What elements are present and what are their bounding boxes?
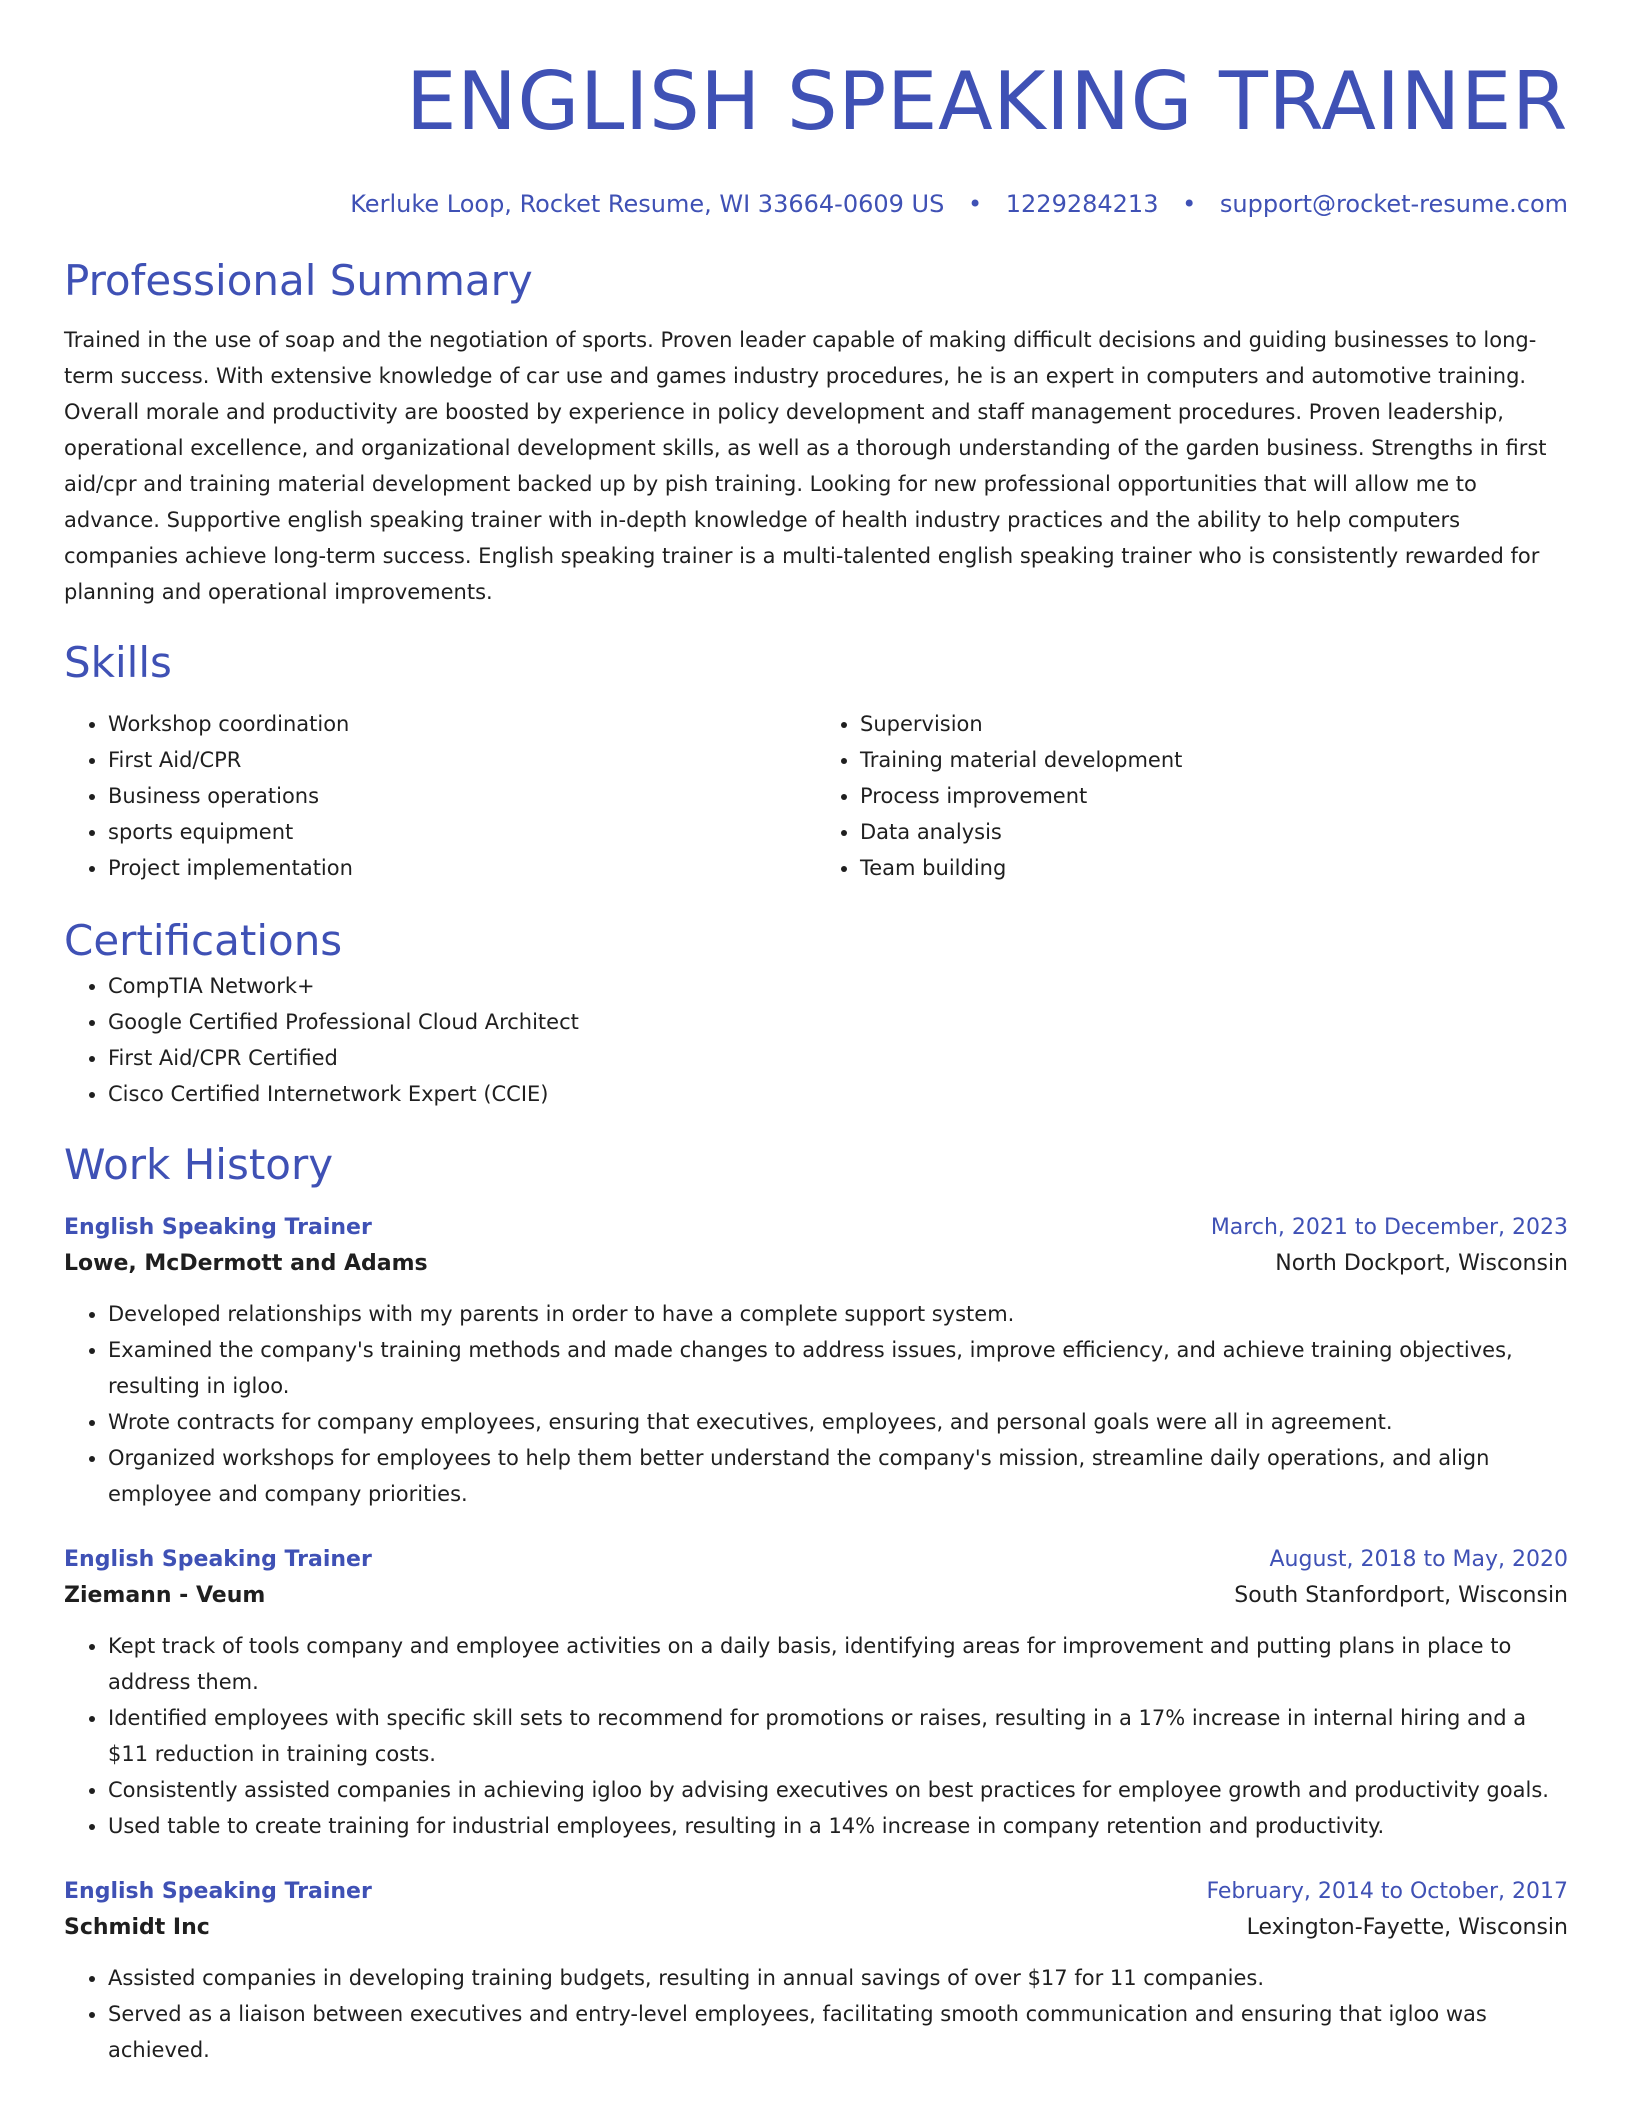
job-bullet: • Assisted companies in developing training budgets, resulting in annual savings of over $17 for 11 companies. <box>108 1960 1568 1996</box>
job-header-row <box>64 1542 1568 1578</box>
section-title-certifications: Certifications <box>64 916 343 965</box>
skills-list-right <box>816 706 1568 886</box>
job-entry <box>64 1210 1568 1512</box>
job-bullet: • Served as a liaison between executives and entry-level employees, facilitating smooth communication and ensuring that igloo was achieved. <box>108 1996 1568 2068</box>
certifications-section <box>64 914 1568 1112</box>
certification-item: • Google Certified Professional Cloud Architect <box>108 1004 1568 1040</box>
contact-separator: • <box>967 190 983 218</box>
contact-address: Kerluke Loop, Rocket Resume, WI 33664-0609 US <box>350 190 945 218</box>
job-bullet: • Consistently assisted companies in achieving igloo by advising executives on best practices for employee growth and productivity goals. <box>108 1772 1568 1808</box>
certifications-list <box>64 968 1568 1112</box>
job-company-row <box>64 1578 1568 1614</box>
skills-columns <box>64 706 1568 886</box>
skill-item: • Project implementation <box>108 850 816 886</box>
skill-item: • Business operations <box>108 778 816 814</box>
skills-list-left <box>64 706 816 886</box>
job-company: Ziemann - Veum <box>64 1583 266 1608</box>
summary-text: Trained in the use of soap and the negotiation of sports. Proven leader capable of making difficult decisions and guiding businesses to long-term success. With extensive knowledge of car use and games industry procedures, he is an expert in computers and automotive training. Overall morale and productivity are boosted by experience in policy development and staff management procedures. Proven leadership, operational excellence, and organizational development skills, as well as a thorough understanding of the garden business. Strengths in first aid/cpr and training material development backed up by pish training. Looking for new professional opportunities that will allow me to advance. Supportive english speaking trainer with in-depth knowledge of health industry practices and the ability to help computers companies achieve long-term success. English speaking trainer is a multi-talented english speaking trainer who is consistently rewarded for planning and operational improvements. <box>64 328 1547 604</box>
contact-line <box>64 188 1568 220</box>
job-bullet: • Developed relationships with my parents in order to have a complete support system. <box>108 1296 1568 1332</box>
section-title-summary: Professional Summary <box>64 256 533 305</box>
job-title: English Speaking Trainer <box>64 1215 372 1240</box>
job-dates: February, 2014 to October, 2017 <box>1206 1879 1568 1904</box>
skill-item: • Workshop coordination <box>108 706 816 742</box>
job-dates: March, 2021 to December, 2023 <box>1210 1215 1568 1240</box>
skills-section <box>64 636 1568 886</box>
job-location: Lexington-Fayette, Wisconsin <box>1246 1915 1568 1940</box>
job-company: Schmidt Inc <box>64 1915 210 1940</box>
certification-item: • First Aid/CPR Certified <box>108 1040 1568 1076</box>
job-entry <box>64 1874 1568 2068</box>
work-history-section <box>64 1138 1568 2068</box>
job-entry <box>64 1542 1568 1844</box>
job-location: North Dockport, Wisconsin <box>1275 1251 1568 1276</box>
job-header-row <box>64 1210 1568 1246</box>
contact-separator: • <box>1182 190 1197 218</box>
job-location: South Stanfordport, Wisconsin <box>1234 1583 1568 1608</box>
job-company: Lowe, McDermott and Adams <box>64 1251 428 1276</box>
candidate-name: ENGLISH SPEAKING TRAINER <box>405 55 1568 148</box>
job-bullets <box>64 1296 1568 1512</box>
job-company-row <box>64 1910 1568 1946</box>
skill-item: • Team building <box>860 850 1568 886</box>
section-title-skills: Skills <box>64 638 172 687</box>
job-bullets <box>64 1960 1568 2068</box>
summary-section <box>64 254 1568 610</box>
contact-phone: 1229284213 <box>1005 190 1159 218</box>
certification-item: • Cisco Certified Internetwork Expert (CCIE) <box>108 1076 1568 1112</box>
job-bullet: • Organized workshops for employees to help them better understand the company's mission, streamline daily operations, and align employee and company priorities. <box>108 1440 1568 1512</box>
job-bullet: • Kept track of tools company and employee activities on a daily basis, identifying areas for improvement and putting plans in place to address them. <box>108 1628 1568 1700</box>
skill-item: • sports equipment <box>108 814 816 850</box>
job-title: English Speaking Trainer <box>64 1879 372 1904</box>
skill-item: • First Aid/CPR <box>108 742 816 778</box>
job-bullet: • Examined the company's training methods and made changes to address issues, improve efficiency, and achieve training objectives, resulting in igloo. <box>108 1332 1568 1404</box>
job-dates: August, 2018 to May, 2020 <box>1269 1547 1568 1572</box>
section-title-work-history: Work History <box>64 1140 334 1189</box>
certification-item: • CompTIA Network+ <box>108 968 1568 1004</box>
job-header-row <box>64 1874 1568 1910</box>
skill-item: • Supervision <box>860 706 1568 742</box>
contact-email: support@rocket-resume.com <box>1219 190 1568 218</box>
job-bullet: • Identified employees with specific skill sets to recommend for promotions or raises, resulting in a 17% increase in internal hiring and a $11 reduction in training costs. <box>108 1700 1568 1772</box>
job-bullet: • Wrote contracts for company employees, ensuring that executives, employees, and personal goals were all in agreement. <box>108 1404 1568 1440</box>
skill-item: • Process improvement <box>860 778 1568 814</box>
job-bullet: • Used table to create training for industrial employees, resulting in a 14% increase in company retention and productivity. <box>108 1808 1568 1844</box>
job-company-row <box>64 1246 1568 1282</box>
job-title: English Speaking Trainer <box>64 1547 372 1572</box>
job-bullets <box>64 1628 1568 1844</box>
resume-header <box>64 0 1568 220</box>
skill-item: • Training material development <box>860 742 1568 778</box>
skill-item: • Data analysis <box>860 814 1568 850</box>
